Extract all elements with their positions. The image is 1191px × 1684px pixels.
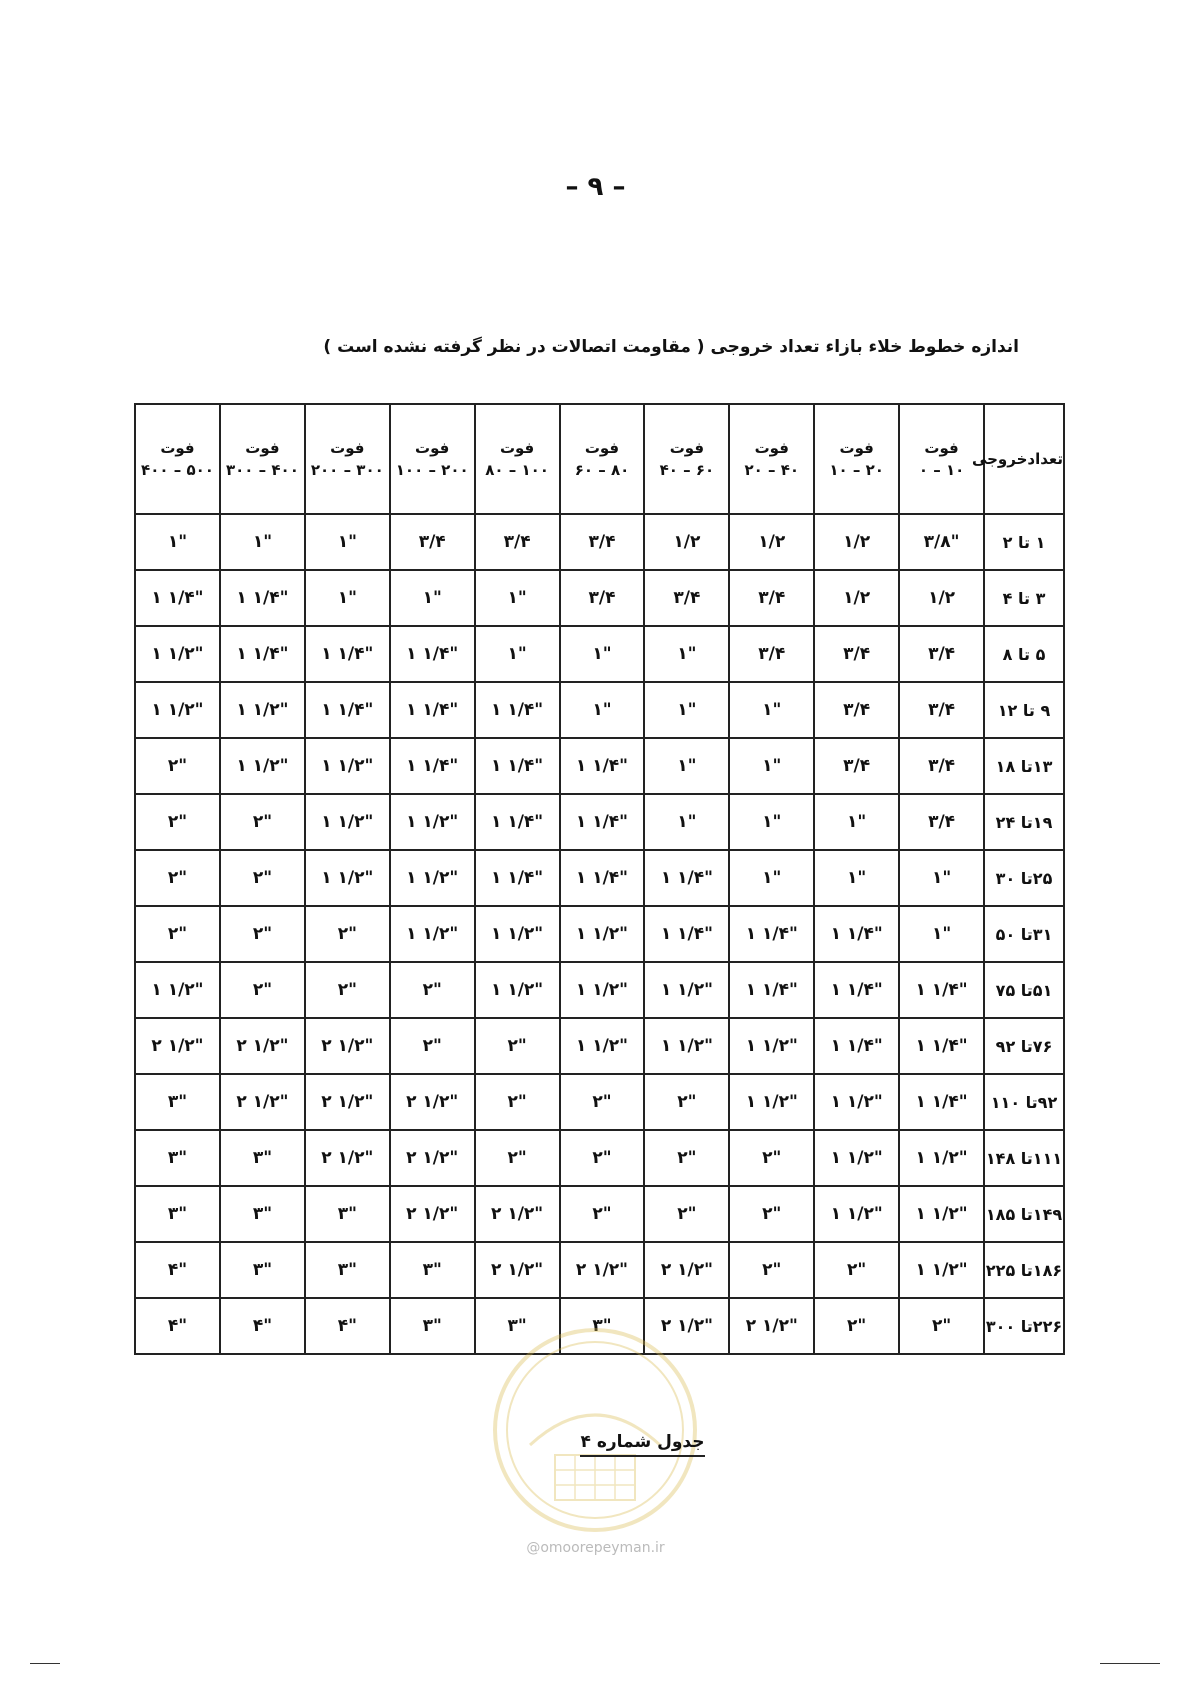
size-cell: ۲ ۱/۲"	[305, 1018, 390, 1074]
size-cell: ۱"	[390, 570, 475, 626]
row-label: ۹۲تا ۱۱۰	[984, 1074, 1064, 1130]
column-header: فوت ۲۰ – ۴۰	[729, 404, 814, 514]
size-cell: ۳"	[305, 1186, 390, 1242]
row-label: ۱۸۶تا ۲۲۵	[984, 1242, 1064, 1298]
table-body	[135, 514, 1064, 1354]
size-cell: ۱ ۱/۲"	[899, 1186, 984, 1242]
size-cell: ۱"	[560, 626, 645, 682]
size-cell: ۲ ۱/۲"	[390, 1074, 475, 1130]
size-cell: ۱"	[644, 682, 729, 738]
row-label: ۱۳تا ۱۸	[984, 738, 1064, 794]
size-cell: ۲"	[220, 906, 305, 962]
size-cell: ۱ ۱/۴"	[475, 738, 560, 794]
column-header: فوت ۸۰ – ۱۰۰	[475, 404, 560, 514]
column-header: فوت ۱۰۰ – ۲۰۰	[390, 404, 475, 514]
size-cell: ۲"	[814, 1298, 899, 1354]
row-label: ۵۱تا ۷۵	[984, 962, 1064, 1018]
table-title: جدول شماره ۴	[580, 1432, 705, 1457]
size-cell: ۱ ۱/۲"	[899, 1242, 984, 1298]
size-cell: ۳/۴	[899, 794, 984, 850]
size-cell: ۳/۴	[390, 514, 475, 570]
size-cell: ۱ ۱/۴"	[729, 906, 814, 962]
size-cell: ۱ ۱/۲"	[899, 1130, 984, 1186]
size-cell: ۳/۴	[814, 626, 899, 682]
size-cell: ۳"	[305, 1242, 390, 1298]
size-cell: ۲ ۱/۲"	[305, 1074, 390, 1130]
size-cell: ۱ ۱/۴"	[899, 1018, 984, 1074]
size-cell: ۳"	[135, 1130, 220, 1186]
size-cell: ۳"	[390, 1298, 475, 1354]
size-cell: ۲"	[390, 962, 475, 1018]
size-cell: ۱ ۱/۲"	[390, 906, 475, 962]
stamp-logo	[490, 1325, 700, 1535]
column-header: فوت ۶۰ – ۸۰	[560, 404, 645, 514]
page-number: – ۹ –	[565, 172, 626, 202]
size-cell: ۱ ۱/۴"	[220, 570, 305, 626]
size-cell: ۱"	[729, 738, 814, 794]
size-cell: ۱/۲	[729, 514, 814, 570]
row-label: ۲۲۶تا ۳۰۰	[984, 1298, 1064, 1354]
size-cell: ۲"	[135, 794, 220, 850]
size-cell: ۳/۴	[729, 626, 814, 682]
column-header: فوت ۲۰۰ – ۳۰۰	[305, 404, 390, 514]
size-cell: ۱ ۱/۲"	[305, 850, 390, 906]
size-cell: ۱ ۱/۴"	[729, 962, 814, 1018]
size-cell: ۲ ۱/۲"	[390, 1186, 475, 1242]
size-cell: ۳"	[220, 1130, 305, 1186]
table-row	[135, 1242, 1064, 1298]
size-cell: ۱ ۱/۴"	[560, 794, 645, 850]
column-header: فوت ۴۰۰ – ۵۰۰	[135, 404, 220, 514]
size-cell: ۳"	[220, 1186, 305, 1242]
size-cell: ۱"	[305, 514, 390, 570]
size-cell: ۲"	[475, 1018, 560, 1074]
table-row	[135, 626, 1064, 682]
table-row	[135, 1186, 1064, 1242]
row-label: ۱۹تا ۲۴	[984, 794, 1064, 850]
size-cell: ۳"	[475, 1298, 560, 1354]
size-cell: ۲ ۱/۲"	[220, 1018, 305, 1074]
size-cell: ۳"	[135, 1186, 220, 1242]
size-cell: ۳/۴	[814, 738, 899, 794]
size-cell: ۱"	[305, 570, 390, 626]
size-cell: ۱ ۱/۲"	[390, 850, 475, 906]
size-cell: ۱ ۱/۴"	[814, 1018, 899, 1074]
table-row	[135, 850, 1064, 906]
row-label: ۲۵تا ۳۰	[984, 850, 1064, 906]
size-cell: ۲"	[560, 1186, 645, 1242]
size-cell: ۲ ۱/۲"	[644, 1298, 729, 1354]
row-label: ۹ تا ۱۲	[984, 682, 1064, 738]
size-cell: ۱"	[729, 850, 814, 906]
size-cell: ۲"	[644, 1130, 729, 1186]
size-cell: ۲"	[220, 794, 305, 850]
column-header: فوت ۱۰ – ۲۰	[814, 404, 899, 514]
size-cell: ۱/۲	[644, 514, 729, 570]
size-cell: ۲ ۱/۲"	[305, 1130, 390, 1186]
size-cell: ۲"	[305, 962, 390, 1018]
size-cell: ۱ ۱/۲"	[305, 738, 390, 794]
size-cell: ۱ ۱/۲"	[305, 794, 390, 850]
size-cell: ۱"	[729, 682, 814, 738]
table-caption: اندازه خطوط خلاء بازاء تعداد خروجی ( مقاومت اتصالات در نظر گرفته نشده است )	[323, 337, 1019, 357]
size-cell: ۱ ۱/۴"	[560, 850, 645, 906]
size-cell: ۱ ۱/۴"	[220, 626, 305, 682]
size-cell: ۱ ۱/۴"	[475, 850, 560, 906]
size-cell: ۱ ۱/۴"	[390, 682, 475, 738]
size-cell: ۱ ۱/۴"	[475, 682, 560, 738]
row-label: ۳ تا ۴	[984, 570, 1064, 626]
size-cell: ۲"	[475, 1130, 560, 1186]
size-cell: ۴"	[220, 1298, 305, 1354]
size-cell: ۱ ۱/۴"	[644, 850, 729, 906]
size-cell: ۱ ۱/۲"	[135, 626, 220, 682]
size-cell: ۳/۴	[560, 570, 645, 626]
corner-header: تعدادخروجی	[984, 404, 1064, 514]
table-row	[135, 1018, 1064, 1074]
size-cell: ۳/۴	[560, 514, 645, 570]
table-row	[135, 794, 1064, 850]
size-cell: ۱ ۱/۴"	[814, 962, 899, 1018]
size-cell: ۳/۴	[729, 570, 814, 626]
table-row	[135, 570, 1064, 626]
size-cell: ۱ ۱/۴"	[390, 738, 475, 794]
size-cell: ۲"	[135, 738, 220, 794]
size-cell: ۲"	[814, 1242, 899, 1298]
size-cell: ۱"	[729, 794, 814, 850]
size-cell: ۳/۴	[814, 682, 899, 738]
size-cell: ۲"	[135, 850, 220, 906]
size-cell: ۱"	[899, 850, 984, 906]
size-cell: ۱"	[644, 626, 729, 682]
size-cell: ۱ ۱/۲"	[814, 1130, 899, 1186]
size-cell: ۱ ۱/۲"	[220, 738, 305, 794]
size-cell: ۱"	[475, 570, 560, 626]
edge-mark	[1100, 1663, 1160, 1664]
size-cell: ۱ ۱/۲"	[814, 1074, 899, 1130]
size-cell: ۲"	[220, 850, 305, 906]
size-cell: ۱ ۱/۲"	[135, 682, 220, 738]
size-cell: ۲ ۱/۲"	[475, 1242, 560, 1298]
size-cell: ۱"	[475, 626, 560, 682]
size-cell: ۱ ۱/۴"	[644, 906, 729, 962]
size-cell: ۲ ۱/۲"	[135, 1018, 220, 1074]
column-header: فوت ۳۰۰ – ۴۰۰	[220, 404, 305, 514]
size-cell: ۲"	[729, 1186, 814, 1242]
edge-mark	[30, 1663, 60, 1664]
size-cell: ۱"	[814, 794, 899, 850]
size-cell: ۳"	[390, 1242, 475, 1298]
size-cell: ۱ ۱/۲"	[475, 906, 560, 962]
size-cell: ۳/۴	[899, 626, 984, 682]
row-label: ۷۶تا ۹۲	[984, 1018, 1064, 1074]
size-cell: ۱ ۱/۲"	[135, 962, 220, 1018]
table-row	[135, 682, 1064, 738]
size-cell: ۲"	[305, 906, 390, 962]
size-cell: ۳/۴	[899, 738, 984, 794]
size-cell: ۱/۲	[814, 514, 899, 570]
size-cell: ۱ ۱/۲"	[475, 962, 560, 1018]
size-cell: ۱ ۱/۴"	[390, 626, 475, 682]
size-cell: ۲ ۱/۲"	[644, 1242, 729, 1298]
size-cell: ۲"	[475, 1074, 560, 1130]
table-row	[135, 962, 1064, 1018]
size-cell: ۲"	[220, 962, 305, 1018]
size-cell: ۲"	[135, 906, 220, 962]
size-cell: ۱"	[220, 514, 305, 570]
column-header: فوت ۴۰ – ۶۰	[644, 404, 729, 514]
size-cell: ۳"	[220, 1242, 305, 1298]
size-cell: ۲"	[560, 1074, 645, 1130]
size-cell: ۲"	[560, 1130, 645, 1186]
size-cell: ۳/۴	[475, 514, 560, 570]
size-cell: ۳/۴	[899, 682, 984, 738]
row-label: ۵ تا ۸	[984, 626, 1064, 682]
size-cell: ۱ ۱/۴"	[135, 570, 220, 626]
size-cell: ۱ ۱/۲"	[220, 682, 305, 738]
size-cell: ۱ ۱/۴"	[814, 906, 899, 962]
table-row	[135, 738, 1064, 794]
size-cell: ۱ ۱/۴"	[305, 682, 390, 738]
size-cell: ۱/۲	[814, 570, 899, 626]
row-label: ۱۴۹تا ۱۸۵	[984, 1186, 1064, 1242]
size-cell: ۱"	[135, 514, 220, 570]
table-row	[135, 1074, 1064, 1130]
size-cell: ۲ ۱/۲"	[475, 1186, 560, 1242]
size-cell: ۱ ۱/۴"	[305, 626, 390, 682]
size-cell: ۱ ۱/۴"	[475, 794, 560, 850]
size-cell: ۱ ۱/۲"	[560, 1018, 645, 1074]
table-row	[135, 1130, 1064, 1186]
size-cell: ۱ ۱/۲"	[644, 962, 729, 1018]
size-cell: ۱ ۱/۲"	[644, 1018, 729, 1074]
size-cell: ۱/۲	[899, 570, 984, 626]
table-header-row	[135, 404, 1064, 514]
size-cell: ۲ ۱/۲"	[560, 1242, 645, 1298]
size-cell: ۱ ۱/۲"	[560, 962, 645, 1018]
row-label: ۳۱تا ۵۰	[984, 906, 1064, 962]
size-cell: ۲ ۱/۲"	[220, 1074, 305, 1130]
row-label: ۱۱۱تا ۱۴۸	[984, 1130, 1064, 1186]
size-cell: ۲"	[729, 1242, 814, 1298]
size-cell: ۲"	[899, 1298, 984, 1354]
size-cell: ۲ ۱/۲"	[729, 1298, 814, 1354]
size-cell: ۱"	[899, 906, 984, 962]
size-cell: ۳/۸"	[899, 514, 984, 570]
size-cell: ۳/۴	[644, 570, 729, 626]
size-cell: ۲"	[644, 1074, 729, 1130]
size-cell: ۱ ۱/۲"	[729, 1074, 814, 1130]
size-cell: ۳"	[135, 1074, 220, 1130]
size-cell: ۱"	[644, 738, 729, 794]
table-row	[135, 514, 1064, 570]
size-cell: ۱ ۱/۲"	[560, 906, 645, 962]
size-cell: ۲"	[644, 1186, 729, 1242]
size-cell: ۴"	[135, 1242, 220, 1298]
size-cell: ۱ ۱/۴"	[560, 738, 645, 794]
size-cell: ۱ ۱/۴"	[899, 1074, 984, 1130]
pipe-size-table	[134, 403, 1065, 1355]
size-cell: ۱"	[644, 794, 729, 850]
size-cell: ۲"	[729, 1130, 814, 1186]
size-cell: ۱"	[560, 682, 645, 738]
size-cell: ۱ ۱/۲"	[729, 1018, 814, 1074]
size-cell: ۱ ۱/۲"	[814, 1186, 899, 1242]
size-cell: ۳"	[560, 1298, 645, 1354]
size-cell: ۱ ۱/۲"	[390, 794, 475, 850]
table-row	[135, 906, 1064, 962]
watermark: @omoorepeyman.ir	[526, 1540, 665, 1556]
size-cell: ۴"	[305, 1298, 390, 1354]
size-cell: ۲"	[390, 1018, 475, 1074]
size-cell: ۱"	[814, 850, 899, 906]
size-cell: ۱ ۱/۴"	[899, 962, 984, 1018]
size-cell: ۴"	[135, 1298, 220, 1354]
size-cell: ۲ ۱/۲"	[390, 1130, 475, 1186]
column-header: فوت ۰ – ۱۰	[899, 404, 984, 514]
row-label: ۱ تا ۲	[984, 514, 1064, 570]
